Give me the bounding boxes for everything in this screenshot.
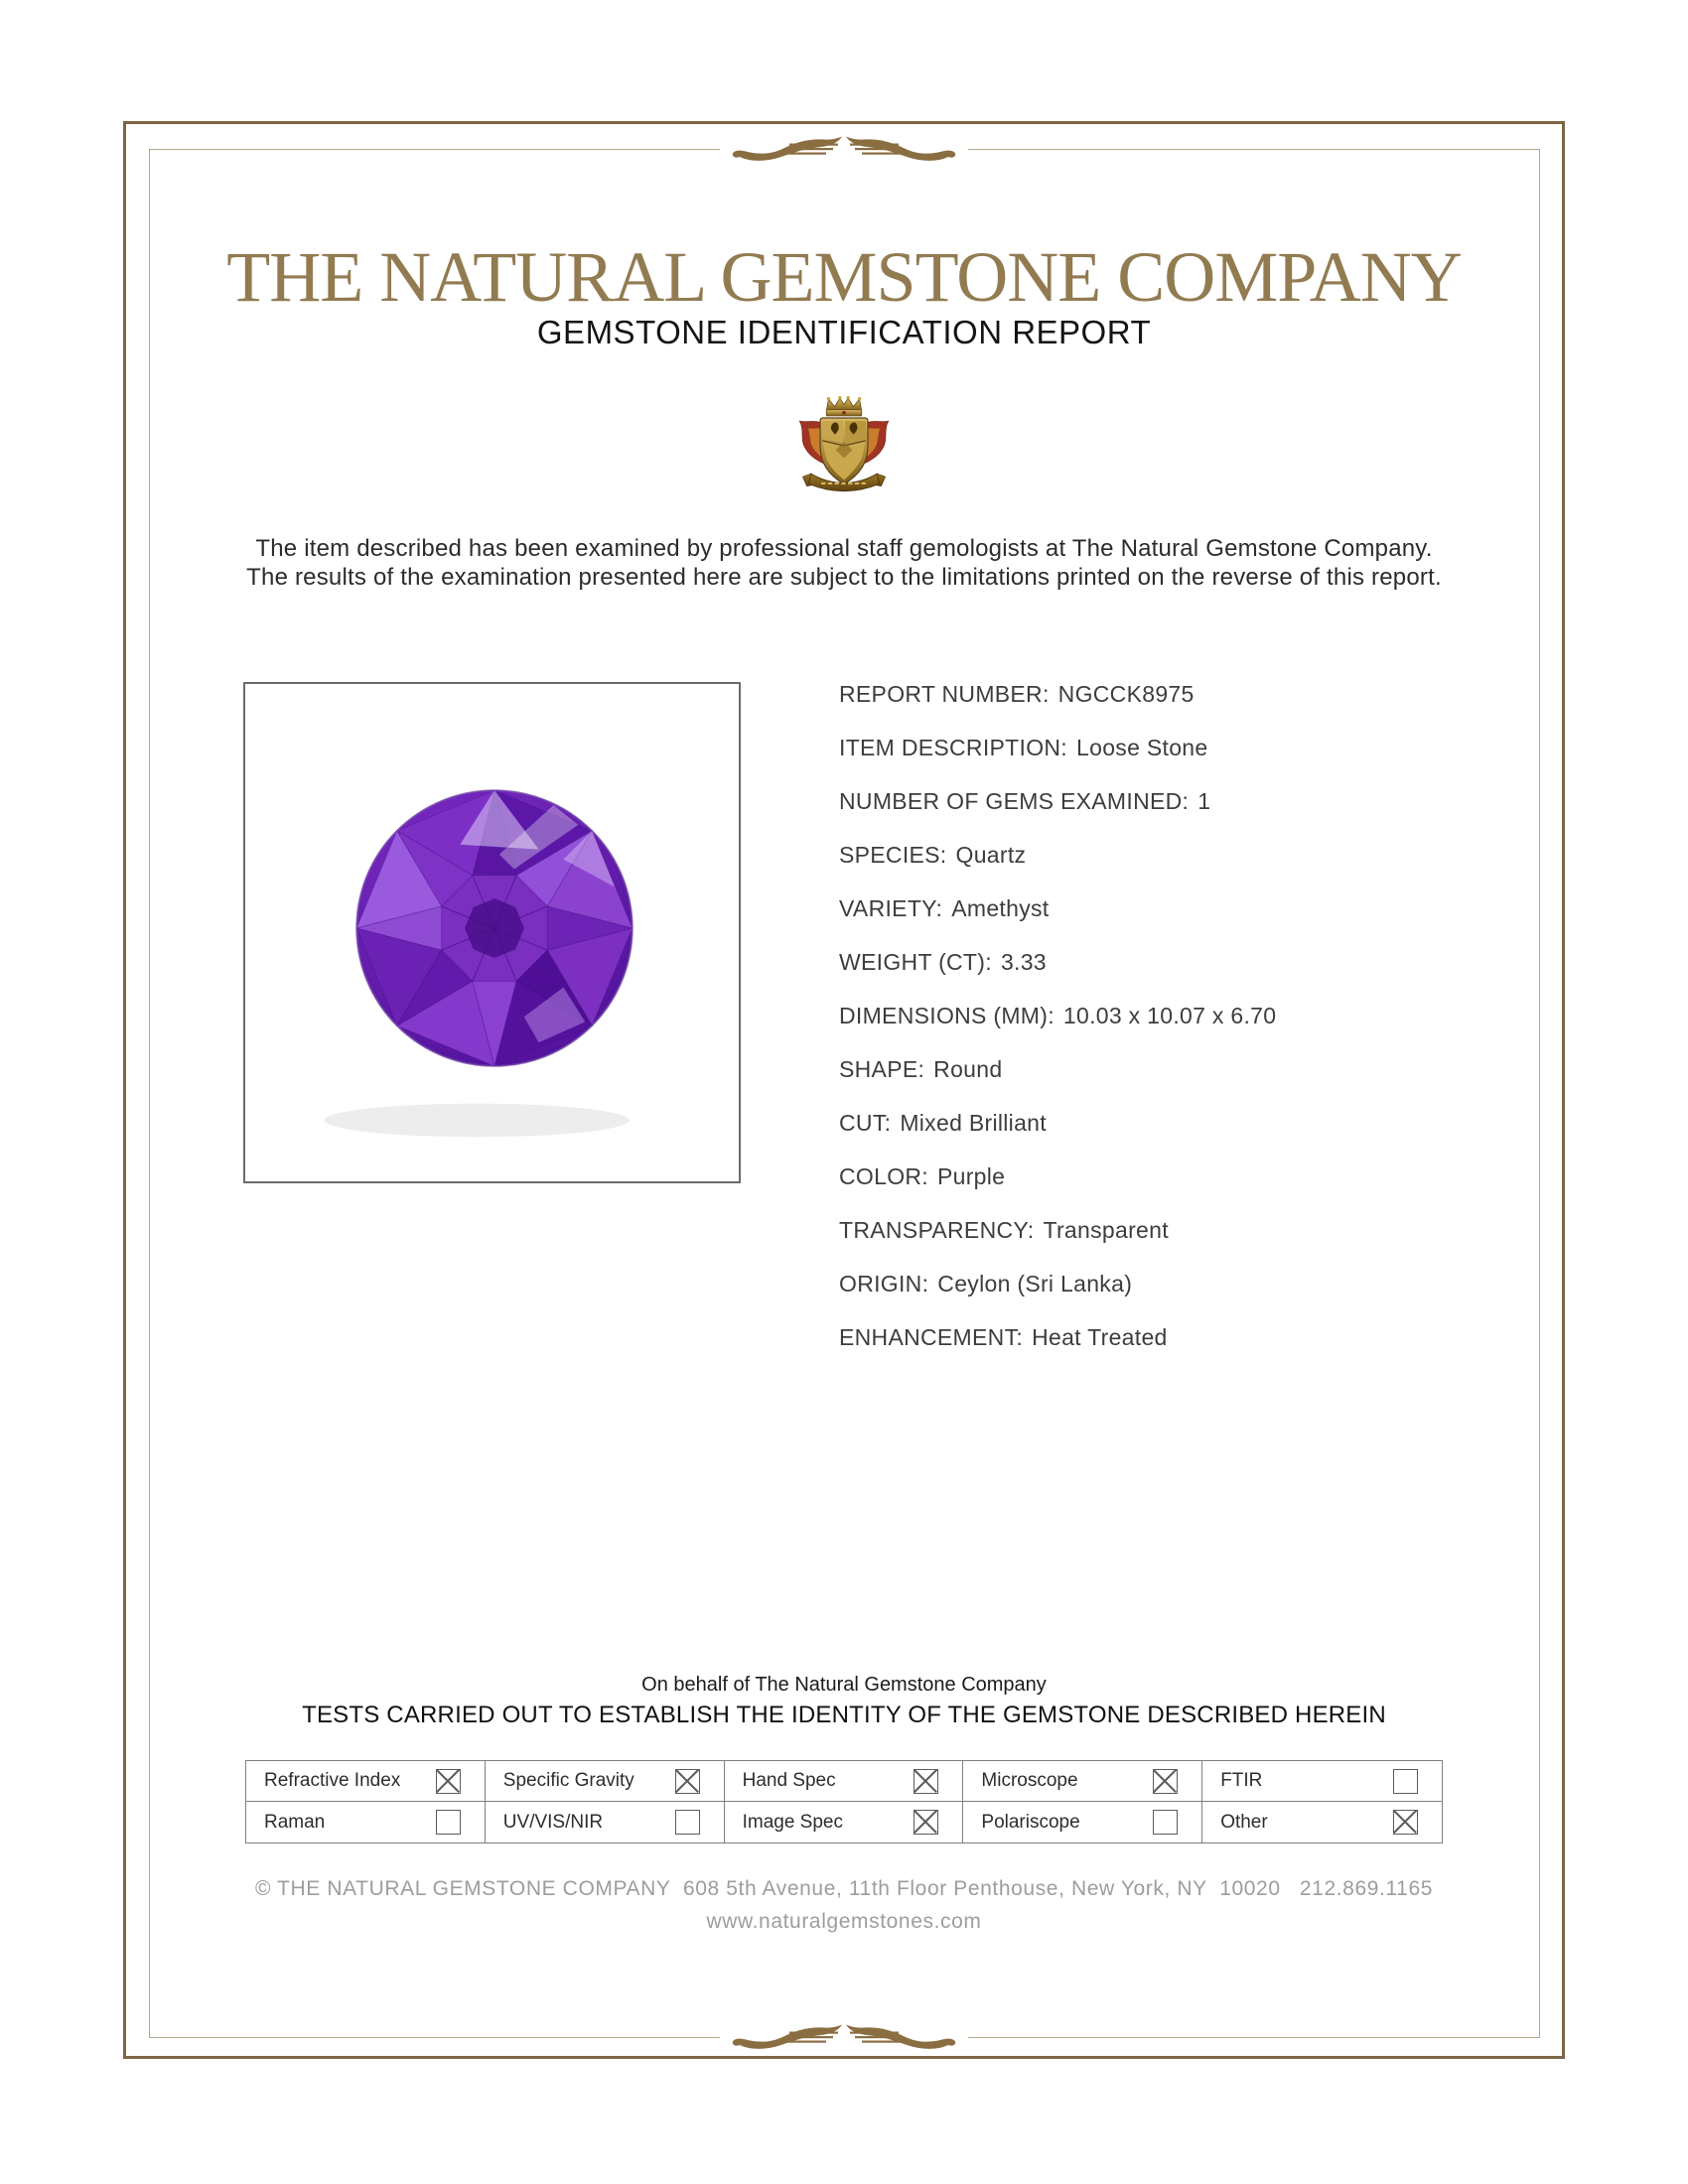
footer-address: © THE NATURAL GEMSTONE COMPANY 608 5th Avenue, 11th Floor Penthouse, New York, NY 10020 212.869.1165 xyxy=(254,1877,1434,1900)
field-report-number: REPORT NUMBER: NGCCK8975 xyxy=(839,680,1195,707)
test-checkbox xyxy=(675,1810,700,1835)
test-cell-image-spec xyxy=(725,1802,964,1843)
field-color: COLOR: Purple xyxy=(839,1162,1006,1189)
test-cell-ftir xyxy=(1202,1761,1442,1802)
test-label: Raman xyxy=(264,1811,326,1833)
test-cell-uv-vis-nir xyxy=(486,1802,725,1843)
field-dimensions: DIMENSIONS (MM): 10.03 x 10.07 x 6.70 xyxy=(839,1002,1277,1028)
field-number-of-gems: NUMBER OF GEMS EXAMINED: 1 xyxy=(839,787,1211,814)
gemstone-photo xyxy=(243,682,741,1183)
test-label: FTIR xyxy=(1220,1770,1263,1791)
test-checkbox xyxy=(1393,1769,1418,1794)
test-cell-specific-gravity xyxy=(486,1761,725,1802)
test-label: Microscope xyxy=(981,1770,1078,1791)
test-checkbox xyxy=(436,1769,461,1794)
report-fields-list xyxy=(839,667,1276,1364)
flourish-divider-top-icon xyxy=(720,132,968,166)
test-checkbox xyxy=(1393,1810,1418,1835)
test-checkbox xyxy=(1153,1810,1178,1835)
test-checkbox xyxy=(1153,1769,1178,1794)
footer-website: www.naturalgemstones.com xyxy=(706,1910,982,1933)
test-checkbox xyxy=(675,1769,700,1794)
test-label: Image Spec xyxy=(742,1811,843,1833)
test-label: Other xyxy=(1220,1811,1268,1833)
field-shape: SHAPE: Round xyxy=(839,1055,1003,1082)
intro-line-2: The results of the examination presented here are subject to the limitations printed on the reverse of this report. xyxy=(246,564,1442,591)
on-behalf-text: On behalf of The Natural Gemstone Company xyxy=(641,1674,1047,1696)
field-enhancement: ENHANCEMENT: Heat Treated xyxy=(839,1323,1168,1350)
field-transparency: TRANSPARENCY: Transparent xyxy=(839,1216,1169,1243)
tests-heading: TESTS CARRIED OUT TO ESTABLISH THE IDENTITY OF THE GEMSTONE DESCRIBED HEREIN xyxy=(302,1702,1386,1728)
test-cell-microscope xyxy=(963,1761,1202,1802)
test-checkbox xyxy=(436,1810,461,1835)
company-title: THE NATURAL GEMSTONE COMPANY xyxy=(226,237,1462,317)
flourish-divider-bottom-icon xyxy=(720,2020,968,2054)
test-cell-polariscope xyxy=(963,1802,1202,1843)
intro-paragraph xyxy=(0,534,1688,592)
test-label: Refractive Index xyxy=(264,1770,401,1791)
field-item-description: ITEM DESCRIPTION: Loose Stone xyxy=(839,734,1208,760)
field-variety: VARIETY: Amethyst xyxy=(839,894,1050,921)
test-cell-raman xyxy=(246,1802,486,1843)
report-subtitle: GEMSTONE IDENTIFICATION REPORT xyxy=(536,314,1152,350)
field-origin: ORIGIN: Ceylon (Sri Lanka) xyxy=(839,1270,1133,1297)
test-label: Polariscope xyxy=(981,1811,1080,1833)
test-cell-other xyxy=(1202,1802,1442,1843)
tests-table xyxy=(245,1760,1443,1843)
field-cut: CUT: Mixed Brilliant xyxy=(839,1109,1047,1136)
field-weight: WEIGHT (CT): 3.33 xyxy=(839,948,1047,975)
test-cell-refractive-index xyxy=(246,1761,486,1802)
test-label: Specific Gravity xyxy=(502,1770,634,1791)
intro-line-1: The item described has been examined by professional staff gemologists at The Natural Gemstone Company. xyxy=(255,535,1433,562)
test-label: UV/VIS/NIR xyxy=(502,1811,604,1833)
test-checkbox xyxy=(914,1769,938,1794)
company-crest-icon xyxy=(792,395,896,494)
test-cell-hand-spec xyxy=(725,1761,964,1802)
test-label: Hand Spec xyxy=(742,1770,836,1791)
test-checkbox xyxy=(914,1810,938,1835)
field-species: SPECIES: Quartz xyxy=(839,841,1027,868)
